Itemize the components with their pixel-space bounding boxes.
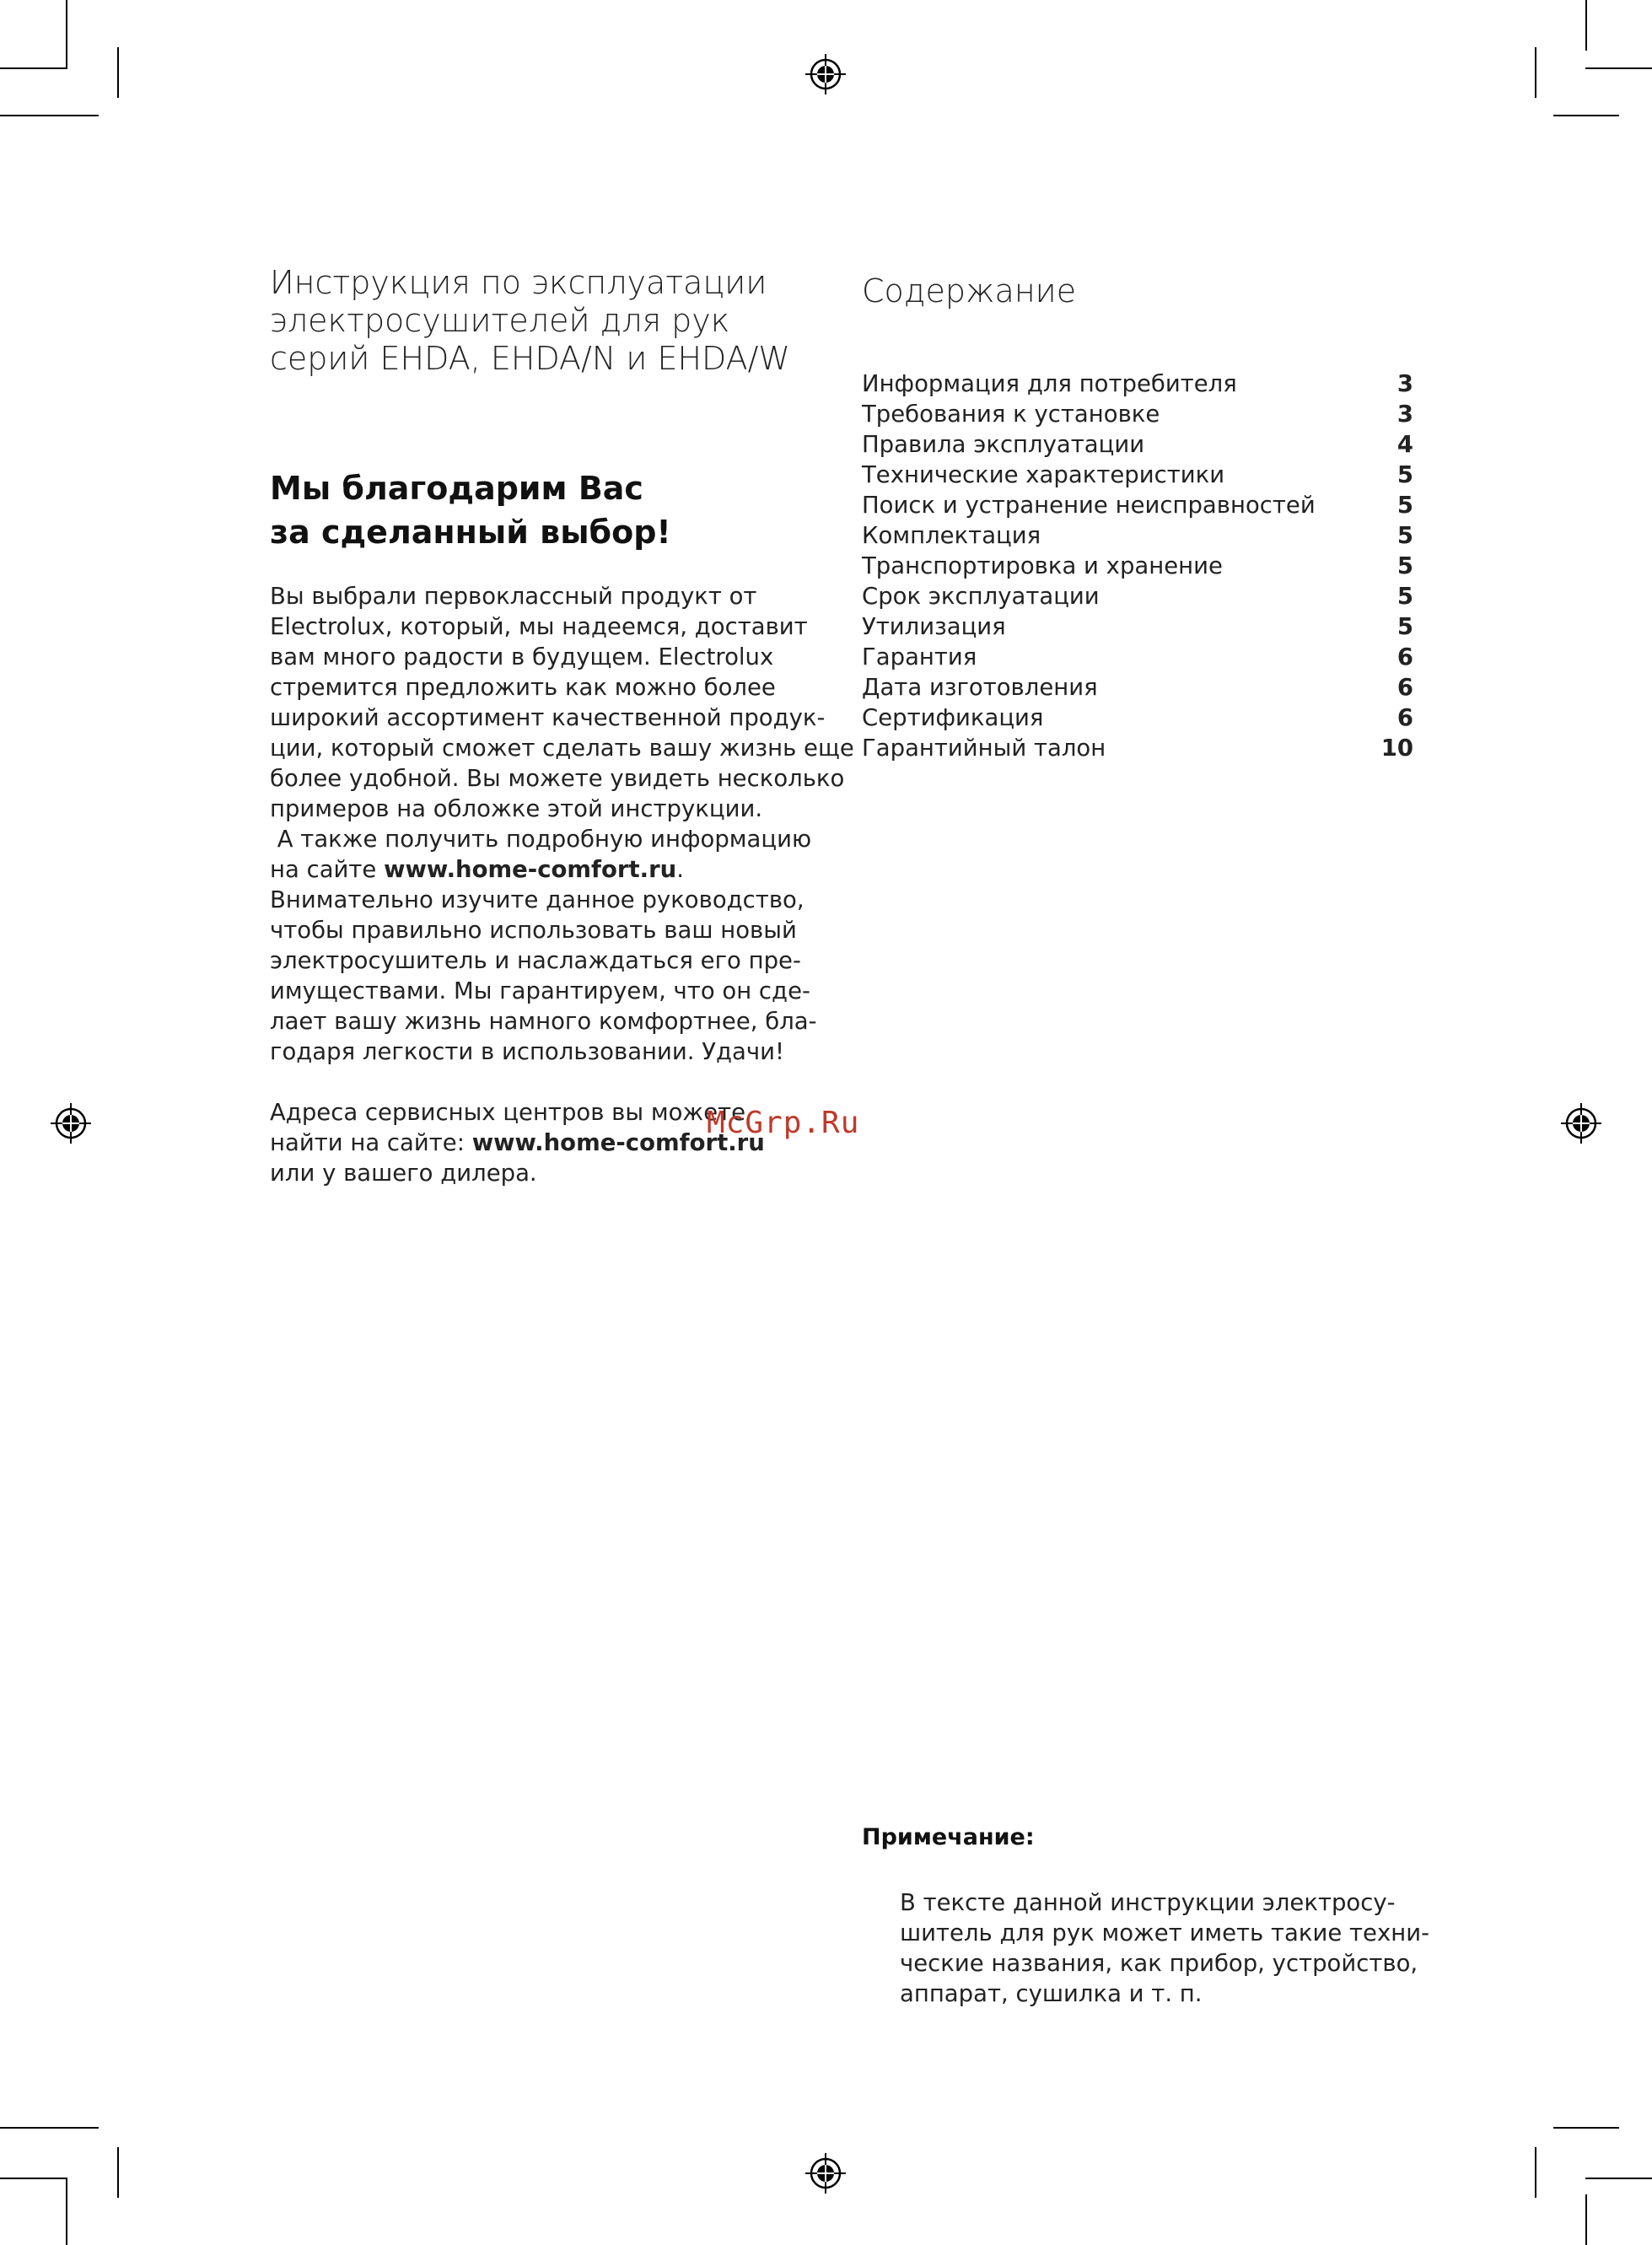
website-link[interactable]: www.home-comfort.ru	[384, 856, 677, 883]
toc-item[interactable]	[862, 611, 1413, 642]
toc-item[interactable]	[862, 551, 1413, 581]
crop-mark	[0, 2127, 99, 2129]
document-title-line: электросушителей для рук	[270, 302, 730, 339]
toc-item[interactable]	[862, 520, 1413, 551]
crop-mark	[1585, 0, 1587, 51]
toc-item[interactable]	[862, 703, 1413, 733]
toc-item[interactable]	[862, 581, 1413, 611]
toc-item[interactable]	[862, 733, 1413, 763]
intro-line: ции, который сможет сделать вашу жизнь еще	[270, 735, 854, 762]
toc-item-label: Транспортировка и хранение	[862, 552, 1223, 579]
toc-item-label: Правила эксплуатации	[862, 431, 1145, 458]
toc-item[interactable]	[862, 460, 1413, 490]
toc-item-page: 5	[1396, 461, 1413, 488]
note-line: аппарат, сушилка и т. п.	[900, 1980, 1203, 2007]
table-of-contents	[862, 369, 1413, 763]
toc-item-label: Сертификация	[862, 704, 1044, 731]
toc-item[interactable]	[862, 429, 1413, 460]
document-title	[270, 264, 826, 378]
registration-mark-icon	[805, 2153, 846, 2194]
intro-line: лает вашу жизнь намного комфортнее, бла-	[270, 1008, 817, 1035]
toc-item-page: 4	[1396, 431, 1413, 458]
toc-item[interactable]	[862, 399, 1413, 429]
toc-item-page: 10	[1380, 735, 1413, 762]
note-paragraph	[900, 1887, 1439, 2009]
service-text: найти на сайте:	[270, 1129, 472, 1156]
toc-item-label: Гарантия	[862, 643, 977, 670]
watermark: McGrp.Ru	[707, 1106, 860, 1140]
crop-mark	[1535, 47, 1536, 98]
document-title-line: Инструкция по эксплуатации	[270, 264, 767, 301]
toc-item[interactable]	[862, 672, 1413, 703]
note-line: В тексте данной инструкции электросу-	[900, 1889, 1396, 1916]
crop-mark	[1585, 2178, 1652, 2179]
crop-mark	[66, 2178, 67, 2245]
intro-paragraph	[270, 581, 854, 1067]
registration-mark-icon	[1561, 1103, 1601, 1144]
intro-line: стремится предложить как можно более	[270, 674, 776, 701]
thanks-heading-line: за сделанный выбор!	[270, 514, 671, 551]
intro-line: А также получить подробную информацию	[270, 826, 812, 853]
intro-line: более удобной. Вы можете увидеть несколько	[270, 765, 845, 792]
intro-line: имуществами. Мы гарантируем, что он сде-	[270, 977, 810, 1004]
toc-item-page: 5	[1396, 522, 1413, 549]
toc-item-page: 6	[1396, 704, 1413, 731]
intro-line: электросушитель и наслаждаться его пре-	[270, 947, 801, 974]
note-line: шитель для рук может иметь такие техни-	[900, 1919, 1429, 1946]
crop-mark	[0, 2178, 67, 2179]
toc-item-label: Комплектация	[862, 522, 1041, 549]
toc-item-page: 5	[1396, 583, 1413, 610]
note-line: ческие названия, как прибор, устройство,	[900, 1950, 1418, 1977]
toc-item-label: Поиск и устранение неисправностей	[862, 492, 1316, 519]
toc-item-page: 5	[1396, 492, 1413, 519]
note-heading: Примечание:	[862, 1824, 1035, 1850]
toc-item-label: Дата изготовления	[862, 674, 1098, 701]
toc-item-page: 5	[1396, 552, 1413, 579]
crop-mark	[0, 115, 99, 116]
crop-mark	[66, 0, 67, 67]
thanks-heading-line: Мы благодарим Вас	[270, 470, 643, 507]
toc-item-page: 6	[1396, 643, 1413, 670]
intro-line: годаря легкости в использовании. Удачи!	[270, 1038, 785, 1065]
crop-mark	[1585, 67, 1652, 69]
toc-item[interactable]	[862, 369, 1413, 399]
service-website-link[interactable]: www.home-comfort.ru	[471, 1129, 765, 1156]
toc-item-label: Утилизация	[862, 613, 1006, 640]
toc-item-page: 5	[1396, 613, 1413, 640]
crop-mark	[1553, 115, 1619, 116]
service-line: или у вашего дилера.	[270, 1160, 537, 1187]
toc-item-page: 3	[1396, 370, 1413, 397]
toc-item-label: Срок эксплуатации	[862, 583, 1100, 610]
intro-line: Внимательно изучите данное руководство,	[270, 886, 804, 913]
toc-item-label: Информация для потребителя	[862, 370, 1237, 397]
toc-item-label: Требования к установке	[862, 401, 1160, 428]
registration-mark-icon	[805, 54, 846, 94]
document-title-line: серий EHDA, EHDA/N и EHDA/W	[270, 340, 790, 377]
intro-line	[270, 854, 843, 885]
crop-mark	[117, 47, 119, 98]
intro-line: примеров на обложке этой инструкции.	[270, 795, 763, 822]
toc-item-page: 3	[1396, 401, 1413, 428]
toc-item-page: 6	[1396, 674, 1413, 701]
service-line: Адреса сервисных центров вы можете	[270, 1099, 746, 1126]
crop-mark	[117, 2147, 119, 2198]
crop-mark	[1535, 2147, 1536, 2198]
toc-item[interactable]	[862, 642, 1413, 672]
toc-title: Содержание	[862, 272, 1077, 310]
crop-mark	[1553, 2127, 1619, 2129]
intro-line: широкий ассортимент качественной продук-	[270, 704, 826, 731]
registration-mark-icon	[51, 1103, 91, 1144]
toc-item[interactable]	[862, 490, 1413, 520]
intro-line: вам много радости в будущем. Electrolux	[270, 643, 774, 670]
intro-line: Electrolux, который, мы надеемся, доставит	[270, 613, 808, 640]
crop-mark	[0, 67, 67, 69]
intro-line: Вы выбрали первоклассный продукт от	[270, 583, 757, 610]
intro-line: чтобы правильно использовать ваш новый	[270, 917, 797, 944]
toc-item-label: Технические характеристики	[862, 461, 1225, 488]
toc-item-label: Гарантийный талон	[862, 735, 1106, 762]
intro-text: на сайте	[270, 856, 385, 883]
thanks-heading	[270, 466, 826, 554]
crop-mark	[1585, 2194, 1587, 2245]
intro-text: .	[676, 856, 684, 883]
